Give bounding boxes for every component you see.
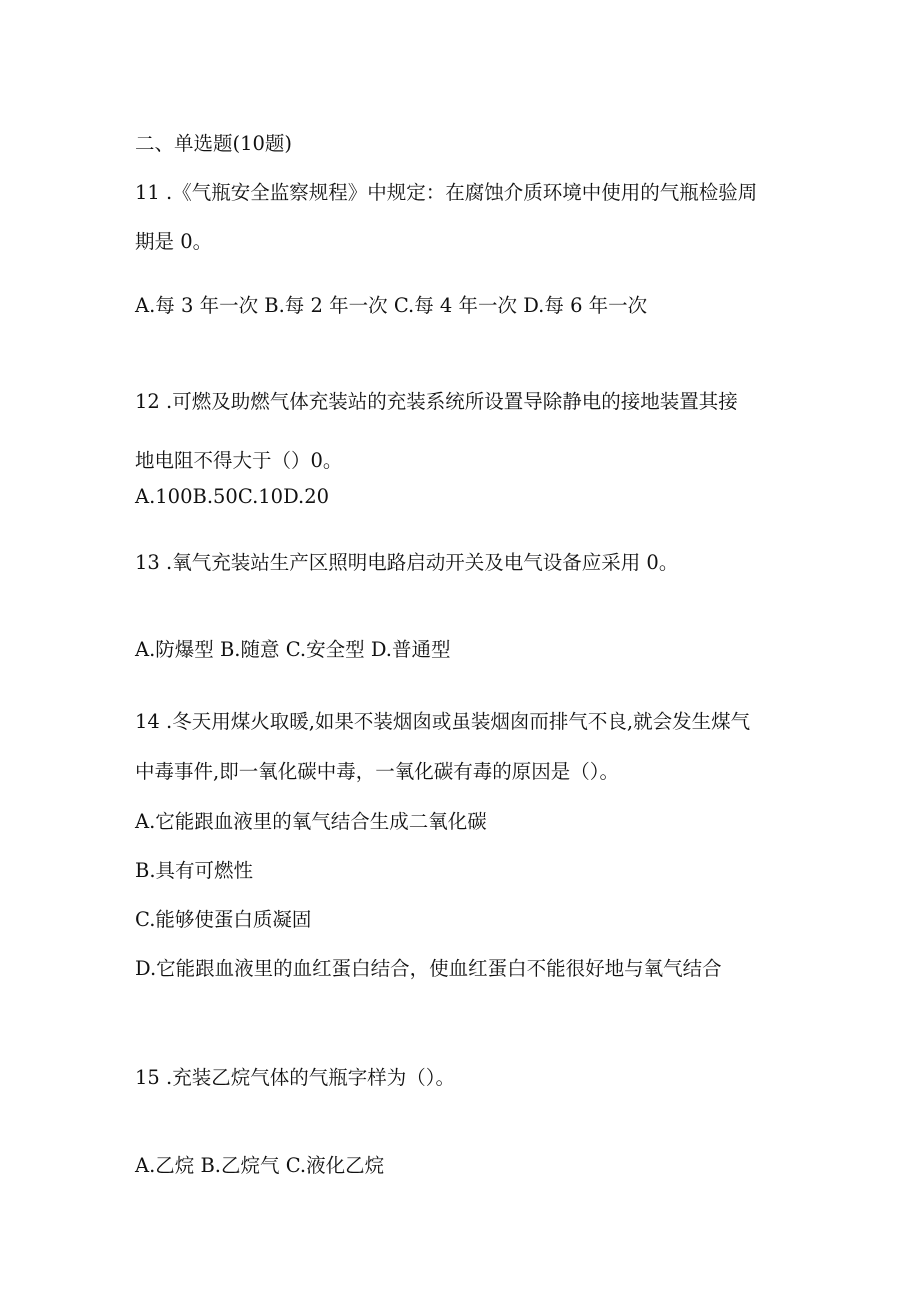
question-stem-line: 11 .《气瓶安全监察规程》中规定：在腐蚀介质环境中使用的气瓶检验周 — [135, 181, 758, 204]
question-options: A.100B.50C.10D.20 — [135, 485, 330, 508]
question-option: C.能够使蛋白质凝固 — [135, 908, 312, 931]
section-title: 二、单选题(10题) — [135, 132, 293, 155]
question-stem-line: 中毒事件,即一氧化碳中毒，一氧化碳有毒的原因是（）。 — [135, 760, 619, 783]
question-stem-line: 12 .可燃及助燃气体充装站的充装系统所设置导除静电的接地装置其接 — [135, 390, 738, 413]
question-stem-line: 13 .氧气充装站生产区照明电路启动开关及电气设备应采用 0。 — [135, 551, 679, 574]
question-option: A.它能跟血液里的氧气结合生成二氧化碳 — [135, 810, 487, 833]
question-stem-line: 14 .冬天用煤火取暖,如果不装烟囱或虽装烟囱而排气不良,就会发生煤气 — [135, 710, 751, 733]
question-options: A.每 3 年一次 B.每 2 年一次 C.每 4 年一次 D.每 6 年一次 — [135, 294, 648, 317]
question-stem-line: 地电阻不得大于（）0。 — [135, 449, 343, 472]
question-stem-line: 15 .充装乙烷气体的气瓶字样为（）。 — [135, 1066, 455, 1089]
question-options: A.防爆型 B.随意 C.安全型 D.普通型 — [135, 638, 451, 661]
question-stem-line: 期是 0。 — [135, 230, 213, 253]
question-option: D.它能跟血液里的血红蛋白结合，使血红蛋白不能很好地与氧气结合 — [135, 957, 722, 980]
question-options: A.乙烷 B.乙烷气 C.液化乙烷 — [135, 1154, 385, 1177]
question-option: B.具有可燃性 — [135, 859, 254, 882]
